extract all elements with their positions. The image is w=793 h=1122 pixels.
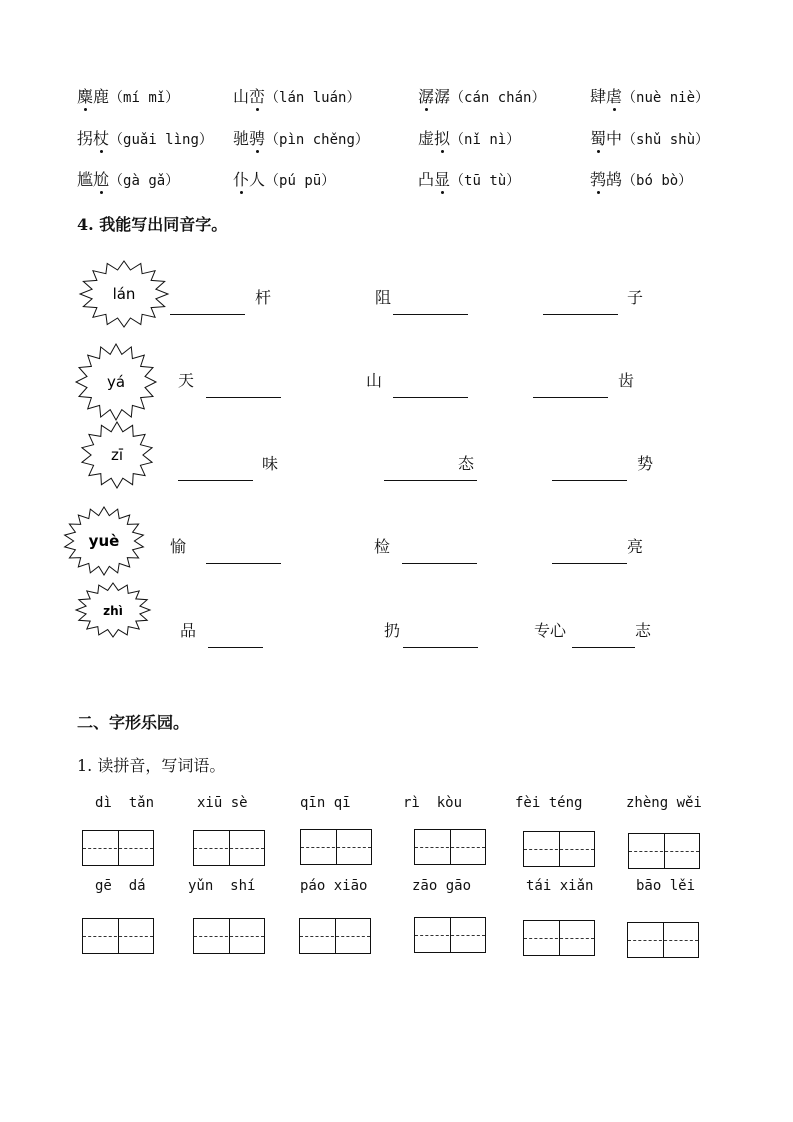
word-char: 鸪 — [606, 170, 623, 189]
given-char: 检 — [374, 537, 391, 556]
answer-blank[interactable] — [206, 563, 281, 564]
given-char: 阻 — [375, 288, 392, 307]
pinyin-options: （nuè niè） — [622, 90, 710, 106]
given-char: 态 — [458, 454, 475, 473]
writing-box[interactable] — [523, 831, 595, 867]
answer-blank[interactable] — [206, 397, 281, 398]
given-char: 品 — [180, 621, 197, 640]
dotted-char: 骋 — [249, 129, 266, 148]
pinyin-options: （mí mǐ） — [109, 90, 180, 106]
starburst-badge — [73, 341, 159, 423]
starburst-pinyin: yuè — [88, 532, 120, 550]
box-divider — [118, 919, 119, 953]
pinyin-options: （cán chán） — [450, 90, 546, 106]
word-char: 鹿 — [93, 87, 110, 106]
answer-blank[interactable] — [552, 480, 627, 481]
writing-box[interactable] — [193, 830, 265, 866]
word-pinyin: xiū sè — [197, 795, 248, 811]
answer-blank[interactable] — [208, 647, 263, 648]
pinyin-options: （shǔ shù） — [622, 132, 710, 148]
word-pinyin: zhèng wěi — [626, 795, 702, 811]
dotted-char: 仆 — [233, 170, 250, 189]
starburst-pinyin: zī — [110, 446, 124, 464]
given-char: 愉 — [170, 537, 187, 556]
pronunciation-item — [418, 84, 545, 107]
answer-blank[interactable] — [572, 647, 635, 648]
pinyin-options: （pìn chěng） — [265, 132, 369, 148]
box-divider — [335, 919, 336, 953]
word-char: 驰 — [233, 129, 250, 148]
pronunciation-item — [418, 167, 520, 190]
word-char: 拐 — [77, 129, 94, 148]
pinyin-options: （guǎi lìng） — [109, 132, 213, 148]
pronunciation-item — [77, 126, 213, 149]
box-divider — [663, 923, 664, 957]
word-pinyin: dì tǎn — [95, 795, 155, 811]
dotted-char: 虐 — [606, 87, 623, 106]
writing-box[interactable] — [82, 918, 154, 954]
dotted-char: 尬 — [93, 170, 110, 189]
starburst-badge — [61, 504, 147, 578]
dotted-char: 鹁 — [590, 170, 607, 189]
given-char: 杆 — [255, 288, 272, 307]
box-divider — [229, 919, 230, 953]
given-char: 势 — [637, 454, 654, 473]
starburst-pinyin: lán — [112, 285, 136, 303]
writing-box[interactable] — [523, 920, 595, 956]
word-char: 肆 — [590, 87, 607, 106]
pronunciation-item — [233, 84, 360, 107]
word-pinyin: tái xiǎn — [526, 878, 594, 894]
writing-box[interactable] — [82, 830, 154, 866]
pronunciation-item — [590, 167, 692, 190]
answer-blank[interactable] — [402, 563, 477, 564]
word-char: 中 — [606, 129, 623, 148]
answer-blank[interactable] — [552, 563, 627, 564]
given-char: 山 — [366, 371, 383, 390]
starburst-pinyin: zhì — [103, 604, 123, 618]
starburst-badge — [78, 419, 156, 491]
box-divider — [336, 830, 337, 864]
pronunciation-item — [590, 84, 709, 107]
pronunciation-item — [77, 84, 179, 107]
pinyin-options: （bó bò） — [622, 173, 693, 189]
word-pinyin: páo xiāo — [300, 878, 368, 894]
dotted-char: 峦 — [249, 87, 266, 106]
word-pinyin: bāo lěi — [636, 878, 696, 894]
pronunciation-item — [590, 126, 709, 149]
word-char: 虚 — [418, 129, 435, 148]
box-divider — [118, 831, 119, 865]
answer-blank[interactable] — [533, 397, 608, 398]
subsection-1-title: 1. 读拼音，写词语。 — [77, 756, 226, 775]
box-divider — [664, 834, 665, 868]
dotted-char: 拟 — [434, 129, 451, 148]
given-char: 齿 — [618, 371, 635, 390]
word-pinyin: qīn qī — [300, 795, 351, 811]
answer-blank[interactable] — [543, 314, 618, 315]
word-char: 潺 — [434, 87, 451, 106]
starburst-pinyin: yá — [106, 373, 126, 391]
given-char: 味 — [262, 454, 279, 473]
pinyin-options: （nǐ nì） — [450, 132, 521, 148]
answer-blank[interactable] — [178, 480, 253, 481]
box-divider — [559, 921, 560, 955]
pinyin-options: （lán luán） — [265, 90, 361, 106]
word-pinyin: yǔn shí — [188, 878, 256, 894]
answer-blank[interactable] — [393, 397, 468, 398]
dotted-char: 蜀 — [590, 129, 607, 148]
given-char: 天 — [178, 371, 195, 390]
given-char: 专心 — [534, 621, 567, 640]
dotted-char: 杖 — [93, 129, 110, 148]
word-char: 凸 — [418, 170, 435, 189]
pinyin-options: （gà gǎ） — [109, 173, 180, 189]
dotted-char: 显 — [434, 170, 451, 189]
writing-box[interactable] — [414, 829, 486, 865]
writing-box[interactable] — [414, 917, 486, 953]
word-char: 尴 — [77, 170, 94, 189]
answer-blank[interactable] — [403, 647, 478, 648]
answer-blank[interactable] — [170, 314, 245, 315]
starburst-badge — [73, 580, 153, 640]
starburst-badge — [77, 258, 171, 330]
dotted-char: 麋 — [77, 87, 94, 106]
word-pinyin: fèi téng — [515, 795, 583, 811]
word-pinyin: rì kòu — [403, 795, 463, 811]
writing-box[interactable] — [299, 918, 371, 954]
pinyin-options: （tū tù） — [450, 173, 521, 189]
word-char: 山 — [233, 87, 250, 106]
writing-box[interactable] — [193, 918, 265, 954]
pronunciation-item — [77, 167, 179, 190]
given-char: 志 — [635, 621, 652, 640]
writing-box[interactable] — [627, 922, 699, 958]
pronunciation-item — [418, 126, 520, 149]
given-char: 子 — [627, 288, 644, 307]
section-2-title: 二、字形乐园。 — [77, 713, 190, 732]
writing-box[interactable] — [300, 829, 372, 865]
given-char: 亮 — [627, 537, 644, 556]
box-divider — [450, 918, 451, 952]
word-char: 人 — [249, 170, 266, 189]
box-divider — [450, 830, 451, 864]
box-divider — [559, 832, 560, 866]
pinyin-options: （pú pū） — [265, 173, 336, 189]
box-divider — [229, 831, 230, 865]
answer-blank[interactable] — [384, 480, 477, 481]
answer-blank[interactable] — [393, 314, 468, 315]
word-pinyin: zāo gāo — [412, 878, 472, 894]
pronunciation-item — [233, 167, 335, 190]
given-char: 扔 — [384, 621, 401, 640]
pronunciation-item — [233, 126, 369, 149]
writing-box[interactable] — [628, 833, 700, 869]
word-pinyin: gē dá — [95, 878, 146, 894]
dotted-char: 潺 — [418, 87, 435, 106]
section-4-title: 4. 我能写出同音字。 — [77, 215, 228, 234]
